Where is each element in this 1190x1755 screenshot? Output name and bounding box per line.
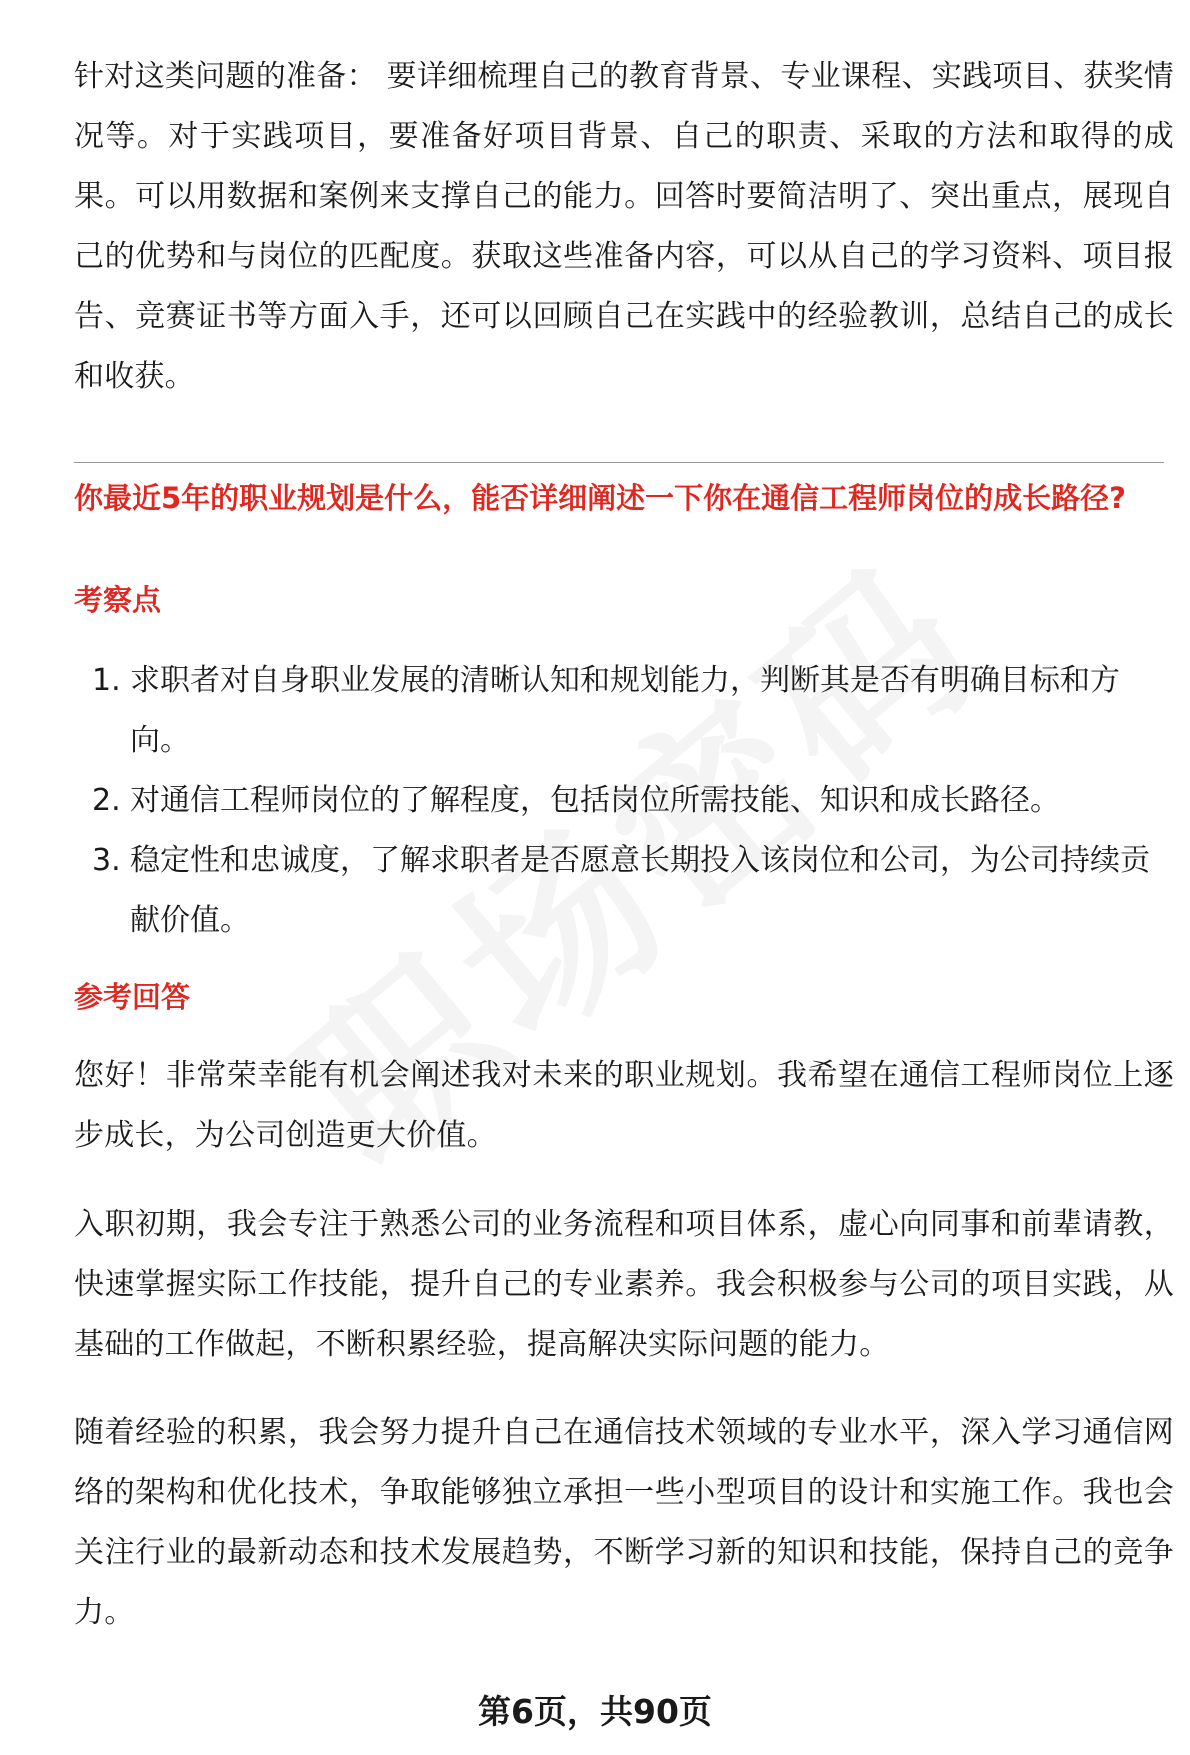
list-item	[92, 651, 1152, 771]
list-item-text: 稳定性和忠诚度，了解求职者是否愿意长期投入该岗位和公司，为公司持续贡献价值。	[130, 843, 1150, 938]
answer-paragraph: 入职初期，我会专注于熟悉公司的业务流程和项目体系，虚心向同事和前辈请教，快速掌握实际工作技能，提升自己的专业素养。我会积极参与公司的项目实践，从基础的工作做起，不断积累经验，提高解决实际问题的能力。	[74, 1207, 1174, 1362]
list-item	[92, 771, 1152, 831]
list-item-number: 2.	[92, 783, 121, 818]
section-divider	[74, 462, 1164, 463]
list-item-number: 3.	[92, 843, 121, 878]
question-heading: 你最近5年的职业规划是什么，能否详细阐述一下你在通信工程师岗位的成长路径?	[74, 481, 1127, 515]
page-number: 第6页，共90页	[478, 1692, 712, 1731]
list-item-text: 对通信工程师岗位的了解程度，包括岗位所需技能、知识和成长路径。	[130, 783, 1060, 818]
answer-paragraph: 随着经验的积累，我会努力提升自己在通信技术领域的专业水平，深入学习通信网络的架构和优化技术，争取能够独立承担一些小型项目的设计和实施工作。我也会关注行业的最新动态和技术发展趋势，不断学习新的知识和技能，保持自己的竞争力。	[74, 1415, 1174, 1630]
answer-heading: 参考回答	[74, 980, 191, 1014]
list-item	[92, 831, 1152, 951]
kaochadian-list	[92, 651, 1152, 951]
list-item-text: 求职者对自身职业发展的清晰认知和规划能力，判断其是否有明确目标和方向。	[130, 663, 1120, 758]
answer-paragraph: 您好！非常荣幸能有机会阐述我对未来的职业规划。我希望在通信工程师岗位上逐步成长，为公司创造更大价值。	[74, 1058, 1174, 1153]
list-item-number: 1.	[92, 663, 121, 698]
kaochadian-heading: 考察点	[74, 583, 162, 617]
prep-paragraph: 针对这类问题的准备： 要详细梳理自己的教育背景、专业课程、实践项目、获奖情况等。对于实践项目，要准备好项目背景、自己的职责、采取的方法和取得的成果。可以用数据和案例来支撑自己的能力。回答时要简洁明了、突出重点，展现自己的优势和与岗位的匹配度。获取这些准备内容，可以从自己的学习资料、项目报告、竞赛证书等方面入手，还可以回顾自己在实践中的经验教训，总结自己的成长和收获。	[74, 59, 1174, 394]
